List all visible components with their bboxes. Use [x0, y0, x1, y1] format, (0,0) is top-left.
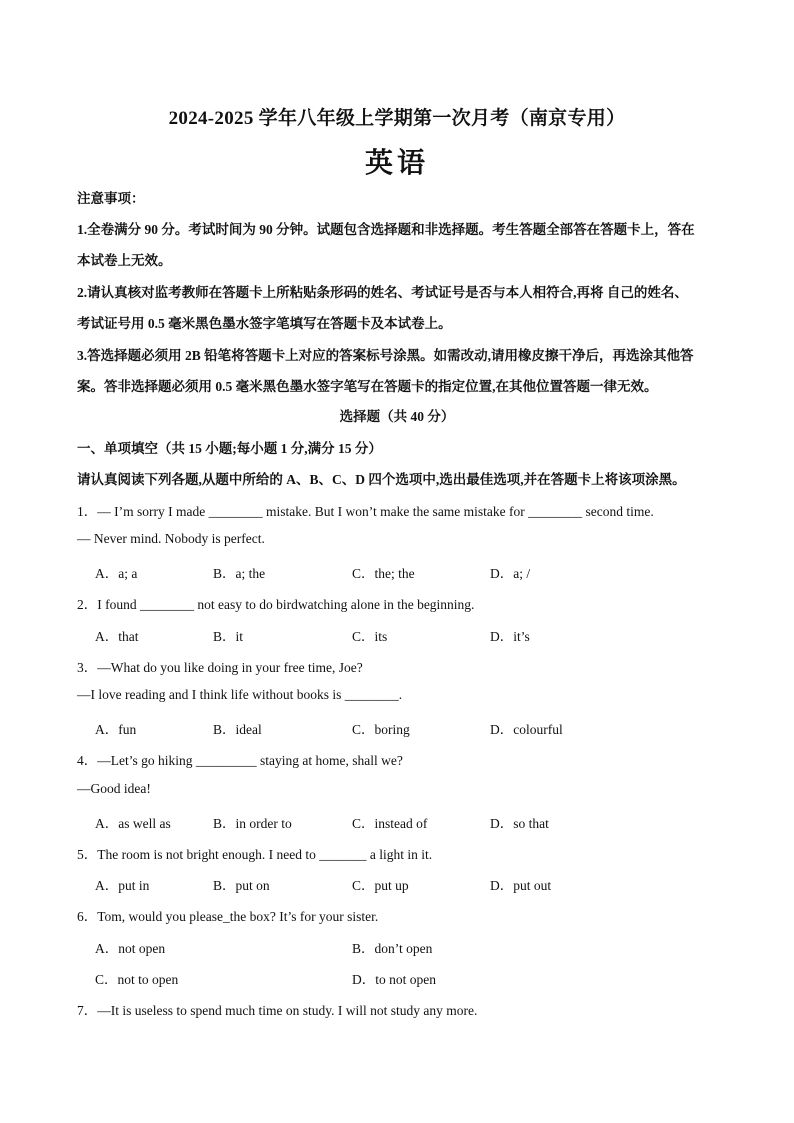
- question-5-option-c: C．put up: [352, 878, 409, 893]
- question-4-stem: 4．—Let’s go hiking _________ staying at home, shall we?: [77, 753, 403, 768]
- question-4-option-a: A．as well as: [95, 816, 171, 831]
- question-1-stem: 1．— I’m sorry I made ________ mistake. But I won’t make the same mistake for ________ second time.: [77, 504, 654, 519]
- note-3-line-1: 3.答选择题必须用 2B 铅笔将答题卡上对应的答案标号涂黑。如需改动,请用橡皮擦干净后，再选涂其他答: [77, 348, 694, 363]
- question-1-option-c: C．the; the: [352, 566, 415, 581]
- question-3-reply: —I love reading and I think life without books is ________.: [77, 687, 403, 702]
- question-3-option-b: B．ideal: [213, 722, 262, 737]
- question-7-stem: 7．—It is useless to spend much time on study. I will not study any more.: [77, 1003, 478, 1018]
- question-3-option-c: C．boring: [352, 722, 410, 737]
- question-4-reply: —Good idea!: [77, 781, 151, 796]
- question-3-stem: 3．—What do you like doing in your free time, Joe?: [77, 660, 363, 675]
- question-4-option-c: C．instead of: [352, 816, 428, 831]
- note-1-line-2: 本试卷上无效。: [77, 253, 172, 268]
- question-2-option-d: D．it’s: [490, 629, 530, 644]
- question-6-option-d: D．to not open: [352, 972, 436, 987]
- part-instruction: 请认真阅读下列各题,从题中所给的 A、B、C、D 四个选项中,选出最佳选项,并在答题卡上将该项涂黑。: [77, 472, 686, 487]
- question-5-option-a: A．put in: [95, 878, 150, 893]
- note-3-line-2: 案。答非选择题必须用 0.5 毫米黑色墨水签字笔写在答题卡的指定位置,在其他位置答题一律无效。: [77, 379, 658, 394]
- exam-title: 2024-2025 学年八年级上学期第一次月考（南京专用）: [168, 108, 626, 129]
- note-2-line-2: 考试证号用 0.5 毫米黑色墨水签字笔填写在答题卡及本试卷上。: [77, 316, 452, 331]
- part-heading: 一、单项填空（共 15 小题;每小题 1 分,满分 15 分）: [77, 441, 382, 456]
- question-4-option-b: B．in order to: [213, 816, 292, 831]
- question-1-reply: — Never mind. Nobody is perfect.: [77, 531, 265, 546]
- question-2-option-a: A．that: [95, 629, 139, 644]
- question-2-option-c: C．its: [352, 629, 388, 644]
- question-1-option-d: D．a; /: [490, 566, 531, 581]
- question-1-option-a: A．a; a: [95, 566, 138, 581]
- question-6-option-c: C．not to open: [95, 972, 179, 987]
- question-2-option-b: B．it: [213, 629, 244, 644]
- section-heading: 选择题（共 40 分）: [339, 409, 455, 424]
- question-5-stem: 5．The room is not bright enough. I need to _______ a light in it.: [77, 847, 433, 862]
- question-3-option-d: D．colourful: [490, 722, 563, 737]
- notes-heading: 注意事项：: [77, 191, 145, 206]
- note-1-line-1: 1.全卷满分 90 分。考试时间为 90 分钟。试题包含选择题和非选择题。考生答题全部答在答题卡上，答在: [77, 222, 695, 237]
- question-3-option-a: A．fun: [95, 722, 137, 737]
- question-4-option-d: D．so that: [490, 816, 549, 831]
- question-6-option-a: A．not open: [95, 941, 166, 956]
- note-2-line-1: 2.请认真核对监考教师在答题卡上所粘贴条形码的姓名、考试证号是否与本人相符合,再将 自己的姓名、: [77, 285, 688, 300]
- question-6-stem: 6．Tom, would you please_the box? It’s for your sister.: [77, 909, 379, 924]
- question-6-option-b: B．don’t open: [352, 941, 433, 956]
- question-2-stem: 2．I found ________ not easy to do birdwatching alone in the beginning.: [77, 597, 475, 612]
- question-5-option-d: D．put out: [490, 878, 552, 893]
- question-1-option-b: B．a; the: [213, 566, 266, 581]
- question-5-option-b: B．put on: [213, 878, 270, 893]
- subject-title: 英语: [364, 148, 429, 179]
